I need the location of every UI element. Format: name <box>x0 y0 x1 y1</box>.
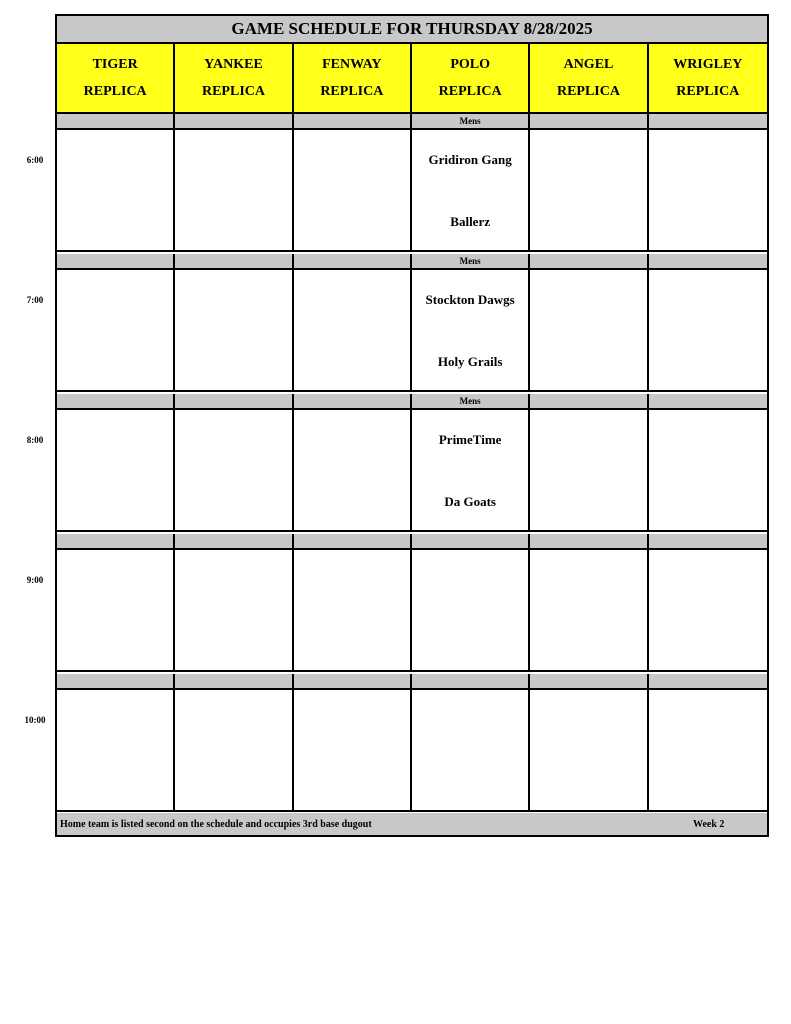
time-slot-block <box>57 534 767 672</box>
field-name: ANGEL <box>563 57 614 72</box>
away-team: Stockton Dawgs <box>425 292 515 307</box>
time-slot-block <box>57 114 767 252</box>
away-team: PrimeTime <box>438 432 502 447</box>
field-type: REPLICA <box>676 84 740 99</box>
time-label: 8:00 <box>26 435 44 445</box>
division-cell <box>412 674 530 690</box>
division-cell <box>294 394 412 410</box>
field-header-angel <box>530 44 648 114</box>
game-cell <box>412 690 530 812</box>
division-row <box>57 674 767 690</box>
division-cell <box>175 394 293 410</box>
division-cell <box>530 254 648 270</box>
division-cell <box>57 534 175 550</box>
time-label: 9:00 <box>26 575 44 585</box>
game-cell <box>649 550 767 672</box>
game-row <box>57 690 767 812</box>
division-cell <box>57 394 175 410</box>
game-cell <box>649 410 767 532</box>
footer-note: Home team is listed second on the schedule and occupies 3rd base dugout <box>60 818 372 830</box>
game-cell <box>175 270 293 392</box>
division-cell <box>57 674 175 690</box>
division-cell <box>294 534 412 550</box>
game-cell <box>530 130 648 252</box>
time-slot-block <box>57 394 767 532</box>
division-cell <box>175 114 293 130</box>
game-cell <box>530 690 648 812</box>
game-cell <box>649 130 767 252</box>
schedule-title: GAME SCHEDULE FOR THURSDAY 8/28/2025 <box>57 16 767 44</box>
game-cell <box>57 550 175 672</box>
division-cell <box>294 674 412 690</box>
game-row <box>57 550 767 672</box>
field-type: REPLICA <box>320 84 384 99</box>
division-cell <box>175 674 293 690</box>
division-cell: Mens <box>412 254 530 270</box>
field-name: YANKEE <box>204 57 263 72</box>
division-cell <box>530 674 648 690</box>
division-cell: Mens <box>412 394 530 410</box>
division-cell <box>412 534 530 550</box>
game-cell <box>175 130 293 252</box>
time-label: 6:00 <box>26 155 44 165</box>
away-team: Gridiron Gang <box>428 152 512 167</box>
field-header-polo <box>412 44 530 114</box>
time-label: 10:00 <box>24 715 46 725</box>
game-cell <box>294 550 412 672</box>
division-cell <box>530 114 648 130</box>
division-cell <box>649 114 767 130</box>
field-name: POLO <box>450 57 490 72</box>
field-name: WRIGLEY <box>673 57 743 72</box>
game-cell <box>412 550 530 672</box>
game-cell <box>294 270 412 392</box>
game-row <box>57 130 767 252</box>
game-cell <box>175 410 293 532</box>
time-label: 7:00 <box>26 295 44 305</box>
game-cell <box>294 130 412 252</box>
game-row <box>57 410 767 532</box>
field-header-yankee <box>175 44 293 114</box>
game-cell <box>57 130 175 252</box>
division-cell <box>175 254 293 270</box>
division-row <box>57 394 767 410</box>
field-type: REPLICA <box>438 84 502 99</box>
field-header-tiger <box>57 44 175 114</box>
schedule-sheet <box>55 14 769 837</box>
game-cell <box>530 410 648 532</box>
division-cell <box>649 674 767 690</box>
game-cell <box>412 130 530 252</box>
field-name: TIGER <box>92 57 138 72</box>
game-cell <box>649 690 767 812</box>
division-cell <box>57 114 175 130</box>
game-cell <box>175 550 293 672</box>
game-row <box>57 270 767 392</box>
division-cell <box>175 534 293 550</box>
division-cell <box>649 254 767 270</box>
game-cell <box>530 270 648 392</box>
field-header-row <box>57 44 767 114</box>
division-cell <box>294 114 412 130</box>
division-row <box>57 254 767 270</box>
division-row <box>57 114 767 130</box>
game-cell <box>175 690 293 812</box>
game-cell <box>294 410 412 532</box>
week-label: Week 2 <box>693 818 725 830</box>
game-cell <box>294 690 412 812</box>
game-cell <box>530 550 648 672</box>
division-cell: Mens <box>412 114 530 130</box>
field-name: FENWAY <box>322 57 382 72</box>
division-cell <box>57 254 175 270</box>
time-slot-block <box>57 674 767 812</box>
game-cell <box>57 410 175 532</box>
division-cell <box>294 254 412 270</box>
field-header-wrigley <box>649 44 767 114</box>
field-type: REPLICA <box>556 84 620 99</box>
division-cell <box>649 394 767 410</box>
division-cell <box>530 534 648 550</box>
schedule-footer <box>57 813 767 835</box>
home-team: Ballerz <box>450 214 490 229</box>
field-header-fenway <box>294 44 412 114</box>
game-cell <box>57 270 175 392</box>
game-cell <box>412 410 530 532</box>
game-cell <box>649 270 767 392</box>
time-slot-block <box>57 254 767 392</box>
division-row <box>57 534 767 550</box>
division-cell <box>530 394 648 410</box>
division-cell <box>649 534 767 550</box>
field-type: REPLICA <box>83 84 147 99</box>
home-team: Da Goats <box>444 494 496 509</box>
game-cell <box>57 690 175 812</box>
field-type: REPLICA <box>201 84 265 99</box>
home-team: Holy Grails <box>437 354 503 369</box>
game-cell <box>412 270 530 392</box>
